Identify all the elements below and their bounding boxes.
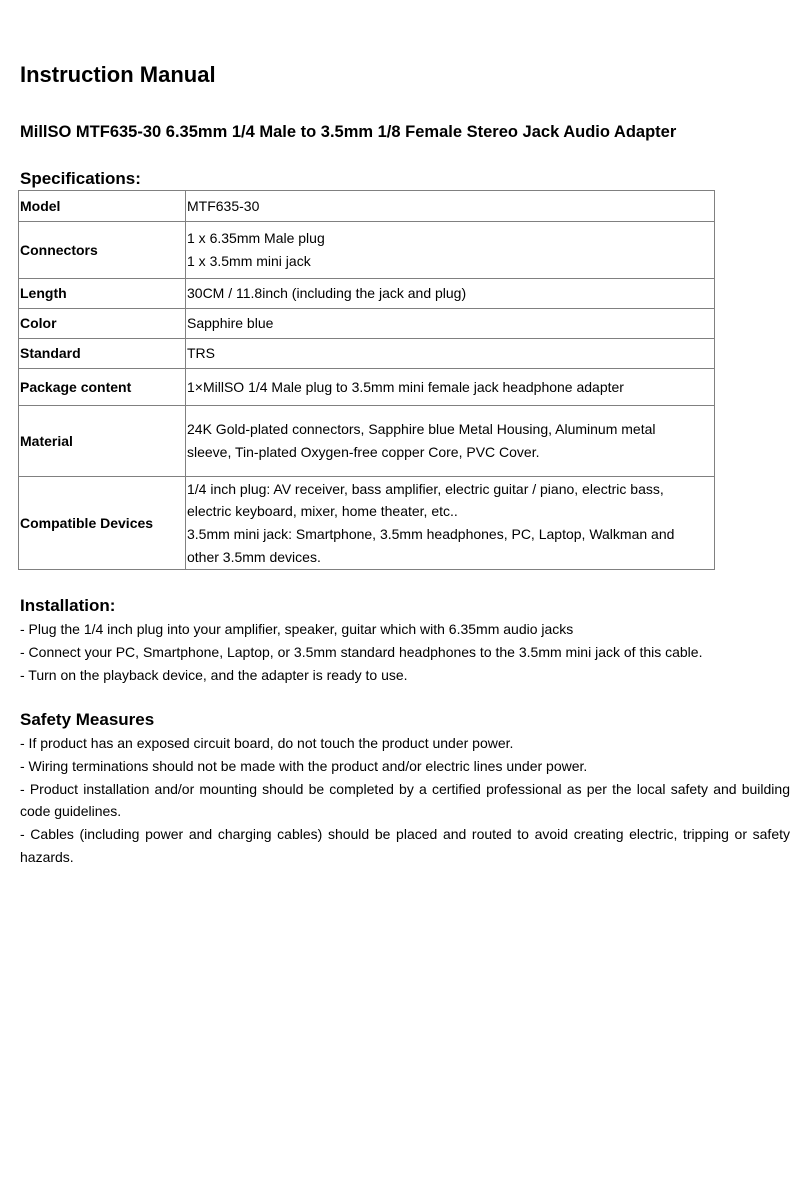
spec-value-line: TRS bbox=[187, 345, 215, 362]
spec-label: Length bbox=[19, 279, 186, 309]
spec-row-compatible-devices bbox=[19, 477, 715, 570]
safety-measures-list bbox=[20, 732, 790, 869]
safety-measure: - Wiring terminations should not be made with the product and/or electric lines under power. bbox=[20, 757, 588, 774]
spec-value-line: other 3.5mm devices. bbox=[187, 548, 321, 565]
product-title: MillSO MTF635-30 6.35mm 1/4 Male to 3.5mm 1/8 Female Stereo Jack Audio Adapter bbox=[20, 123, 677, 141]
spec-value-line: 3.5mm mini jack: Smartphone, 3.5mm headphones, PC, Laptop, Walkman and bbox=[187, 526, 675, 542]
spec-label: Color bbox=[19, 309, 186, 339]
spec-label: Connectors bbox=[19, 222, 186, 279]
spec-value bbox=[186, 191, 715, 222]
spec-label: Standard bbox=[19, 339, 186, 369]
spec-value-line: 1×MillSO 1/4 Male plug to 3.5mm mini female jack headphone adapter bbox=[187, 378, 624, 395]
spec-value-line: 24K Gold-plated connectors, Sapphire blue Metal Housing, Aluminum metal bbox=[187, 421, 656, 438]
installation-step: - Connect your PC, Smartphone, Laptop, or 3.5mm standard headphones to the 3.5mm mini jack of this cable. bbox=[20, 643, 703, 660]
spec-value bbox=[186, 406, 715, 477]
spec-value bbox=[186, 309, 715, 339]
spec-value-line: sleeve, Tin-plated Oxygen-free copper Core, PVC Cover. bbox=[187, 444, 540, 460]
spec-value-line: 30CM / 11.8inch (including the jack and plug) bbox=[187, 285, 467, 302]
spec-value-line: MTF635-30 bbox=[187, 197, 260, 214]
spec-value bbox=[186, 279, 715, 309]
document-title: Instruction Manual bbox=[20, 62, 216, 87]
spec-label: Material bbox=[19, 406, 186, 477]
spec-row-model bbox=[19, 191, 715, 222]
spec-label: Model bbox=[19, 191, 186, 222]
spec-value-line: 1 x 3.5mm mini jack bbox=[187, 253, 311, 269]
spec-row-package-content bbox=[19, 369, 715, 406]
spec-value bbox=[186, 369, 715, 406]
spec-row-material bbox=[19, 406, 715, 477]
spec-value bbox=[186, 477, 715, 570]
specifications-heading: Specifications: bbox=[20, 169, 141, 188]
spec-value-line: 1/4 inch plug: AV receiver, bass amplifier, electric guitar / piano, electric bass, bbox=[187, 480, 664, 497]
spec-label: Compatible Devices bbox=[19, 477, 186, 570]
installation-steps bbox=[20, 618, 790, 686]
installation-step: - Turn on the playback device, and the adapter is ready to use. bbox=[20, 666, 408, 683]
spec-label: Package content bbox=[19, 369, 186, 406]
safety-measure: - Product installation and/or mounting should be completed by a certified professional as per the local safety and building code guidelines. bbox=[20, 780, 790, 820]
spec-value bbox=[186, 339, 715, 369]
installation-step: - Plug the 1/4 inch plug into your amplifier, speaker, guitar which with 6.35mm audio jacks bbox=[20, 621, 574, 637]
safety-measures-heading: Safety Measures bbox=[20, 710, 155, 729]
safety-measure: - If product has an exposed circuit board, do not touch the product under power. bbox=[20, 735, 514, 751]
spec-value-line: 1 x 6.35mm Male plug bbox=[187, 230, 325, 247]
spec-value-line: Sapphire blue bbox=[187, 315, 274, 332]
spec-row-connectors bbox=[19, 222, 715, 279]
installation-heading: Installation: bbox=[20, 596, 116, 615]
spec-value bbox=[186, 222, 715, 279]
spec-row-color bbox=[19, 309, 715, 339]
specifications-table bbox=[18, 190, 715, 570]
safety-measure: - Cables (including power and charging cables) should be placed and routed to avoid creating electric, tripping or safety hazards. bbox=[20, 826, 790, 865]
spec-value-line: electric keyboard, mixer, home theater, etc.. bbox=[187, 503, 458, 520]
spec-row-length bbox=[19, 279, 715, 309]
spec-row-standard bbox=[19, 339, 715, 369]
